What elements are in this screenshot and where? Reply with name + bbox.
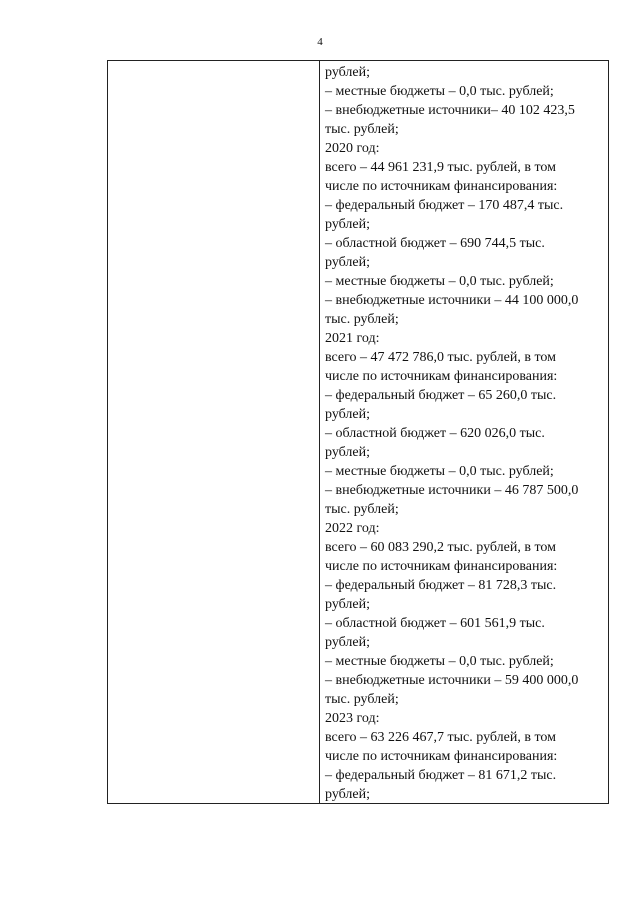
text-line: тыс. рублей;: [325, 122, 399, 137]
text-line: – местные бюджеты – 0,0 тыс. рублей;: [325, 464, 554, 479]
text-line: числе по источникам финансирования:: [325, 559, 558, 574]
text-line: – областной бюджет – 690 744,5 тыс.: [325, 236, 545, 251]
text-line: – федеральный бюджет – 81 728,3 тыс.: [325, 578, 557, 593]
text-line: рублей;: [325, 217, 370, 232]
text-line: всего – 47 472 786,0 тыс. рублей, в том: [325, 350, 556, 365]
text-line: рублей;: [325, 255, 370, 270]
text-line: – областной бюджет – 601 561,9 тыс.: [325, 616, 545, 631]
text-line: – внебюджетные источники– 40 102 423,5: [325, 103, 575, 118]
text-line: числе по источникам финансирования:: [325, 179, 558, 194]
text-line: – федеральный бюджет – 170 487,4 тыс.: [325, 198, 564, 213]
table-left-cell: [108, 61, 320, 803]
year-heading: 2021 год:: [325, 331, 380, 346]
text-line: – внебюджетные источники – 44 100 000,0: [325, 293, 579, 308]
year-heading: 2020 год:: [325, 141, 380, 156]
text-line: – местные бюджеты – 0,0 тыс. рублей;: [325, 274, 554, 289]
text-line: рублей;: [325, 635, 370, 650]
text-line: – местные бюджеты – 0,0 тыс. рублей;: [325, 84, 554, 99]
page-number: 4: [317, 36, 323, 48]
text-line: всего – 63 226 467,7 тыс. рублей, в том: [325, 730, 556, 745]
text-line: – местные бюджеты – 0,0 тыс. рублей;: [325, 654, 554, 669]
year-heading: 2022 год:: [325, 521, 380, 536]
text-line: тыс. рублей;: [325, 502, 399, 517]
text-line: тыс. рублей;: [325, 312, 399, 327]
year-heading: 2023 год:: [325, 711, 380, 726]
text-line: рублей;: [325, 407, 370, 422]
text-line: – внебюджетные источники – 59 400 000,0: [325, 673, 579, 688]
text-line: – областной бюджет – 620 026,0 тыс.: [325, 426, 545, 441]
text-line: числе по источникам финансирования:: [325, 369, 558, 384]
text-line: всего – 60 083 290,2 тыс. рублей, в том: [325, 540, 556, 555]
text-line: – федеральный бюджет – 65 260,0 тыс.: [325, 388, 557, 403]
table-right-cell: [320, 61, 608, 803]
text-line: рублей;: [325, 445, 370, 460]
text-line: рублей;: [325, 597, 370, 612]
text-line: числе по источникам финансирования:: [325, 749, 558, 764]
text-line: – федеральный бюджет – 81 671,2 тыс.: [325, 768, 557, 783]
text-line: рублей;: [325, 787, 370, 802]
text-line: тыс. рублей;: [325, 692, 399, 707]
funding-table: [107, 60, 609, 804]
text-line: рублей;: [325, 65, 370, 80]
text-line: – внебюджетные источники – 46 787 500,0: [325, 483, 579, 498]
text-line: всего – 44 961 231,9 тыс. рублей, в том: [325, 160, 556, 175]
